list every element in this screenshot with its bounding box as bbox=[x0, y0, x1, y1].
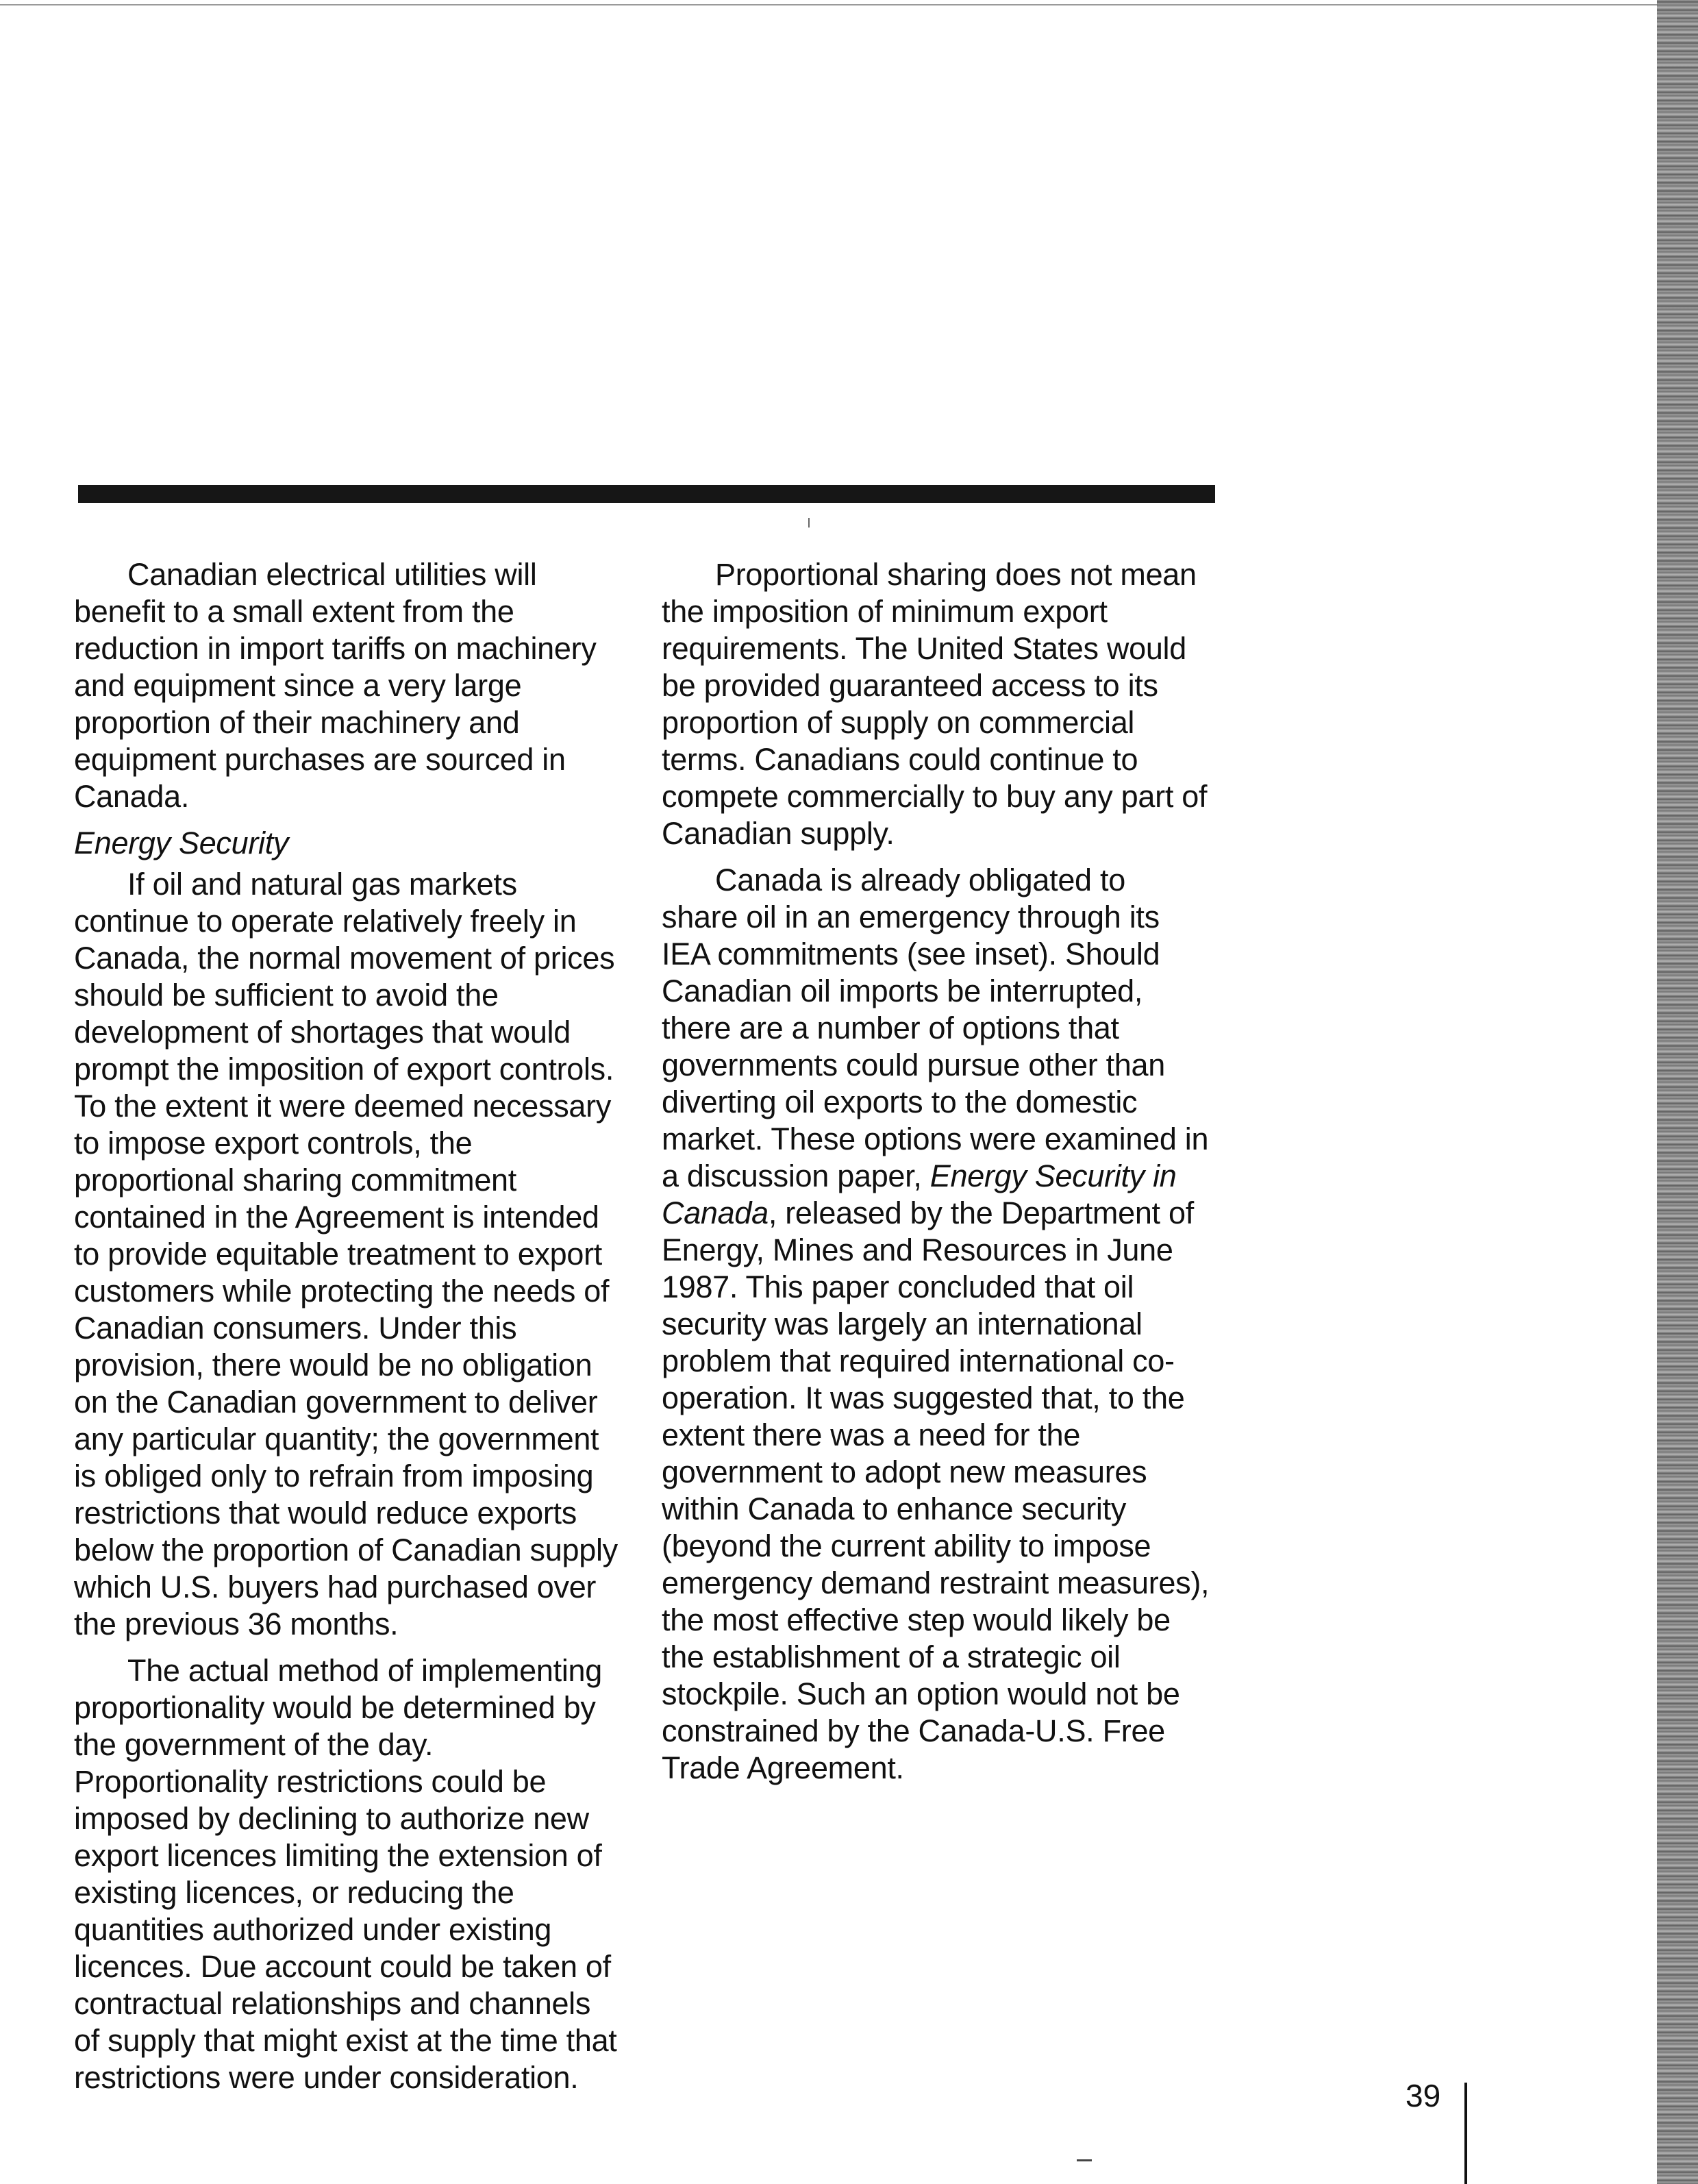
paragraph-iea-text-end: , released by the Department of Energy, Mines and Resources in June 1987. This paper concluded that oil security was largely an international problem that required international co-operation. It was suggested that, to the extent there was a need for the government to adopt new measures within Canada to enhance security (beyond the current ability to impose emergency demand restraint measures), the most effective step would likely be the establishment of a strategic oil stockpile. Such an option would not be constrained by the Canada-U.S. Free Trade Agreement. bbox=[662, 1195, 1210, 1785]
paragraph-iea-text-start: Canada is already obligated to share oil in an emergency through its IEA commitments (see inset). Should Canadian oil imports be interrupted, there are a number of options that governments could pursue other than diverting oil exports to the domestic market. These options were examined in a discussion paper, bbox=[662, 863, 1209, 1193]
top-border-line bbox=[0, 4, 1658, 5]
paragraph-electrical-utilities: Canadian electrical utilities will benefit to a small extent from the reduction in import tariffs on machinery and equipment since a very large proportion of their machinery and equipment purchases are sourced in Canada. bbox=[74, 557, 597, 814]
paragraph-iea-commitments bbox=[662, 862, 1210, 1787]
scan-edge-strip bbox=[1657, 0, 1698, 2184]
scan-dash-mark bbox=[1077, 2159, 1092, 2161]
paragraph-proportional-sharing: Proportional sharing does not mean the imposition of minimum export requirements. The United States would be provided guaranteed access to its proportion of supply on commercial terms. Canadians could continue to compete commercially to buy any part of Canadian supply. bbox=[662, 557, 1208, 851]
page-number: 39 bbox=[1406, 2078, 1441, 2113]
paragraph-proportionality-method: The actual method of implementing proportionality would be determined by the government of the day. Proportionality restrictions could be imposed by declining to authorize new export licences limiting the extension of existing licences, or reducing the quantities authorized under existing licences. Due account could be taken of contractual relationships and channels of supply that might exist at the time that restrictions were under consideration. bbox=[74, 1653, 617, 2095]
section-heading-energy-security: Energy Security bbox=[74, 826, 289, 860]
page-number-bar bbox=[1464, 2083, 1467, 2184]
paragraph-oil-gas-markets: If oil and natural gas markets continue to operate relatively freely in Canada, the normal movement of prices should be sufficient to avoid the development of shortages that would prompt the imposition of export controls. To the extent it were deemed necessary to impose export controls, the proportional sharing commitment contained in the Agreement is intended to provide equitable treatment to export customers while protecting the needs of Canadian consumers. Under this provision, there would be no obligation on the Canadian government to deliver any particular quantity; the government is obliged only to refrain from imposing restrictions that would reduce exports below the proportion of Canadian supply which U.S. buyers had purchased over the previous 36 months. bbox=[74, 867, 618, 1641]
paper-title: Energy Security in Canada bbox=[662, 1158, 1177, 1230]
scan-mark bbox=[808, 518, 810, 528]
right-column bbox=[662, 556, 1210, 1796]
left-column bbox=[74, 556, 622, 2106]
section-rule bbox=[78, 485, 1215, 503]
